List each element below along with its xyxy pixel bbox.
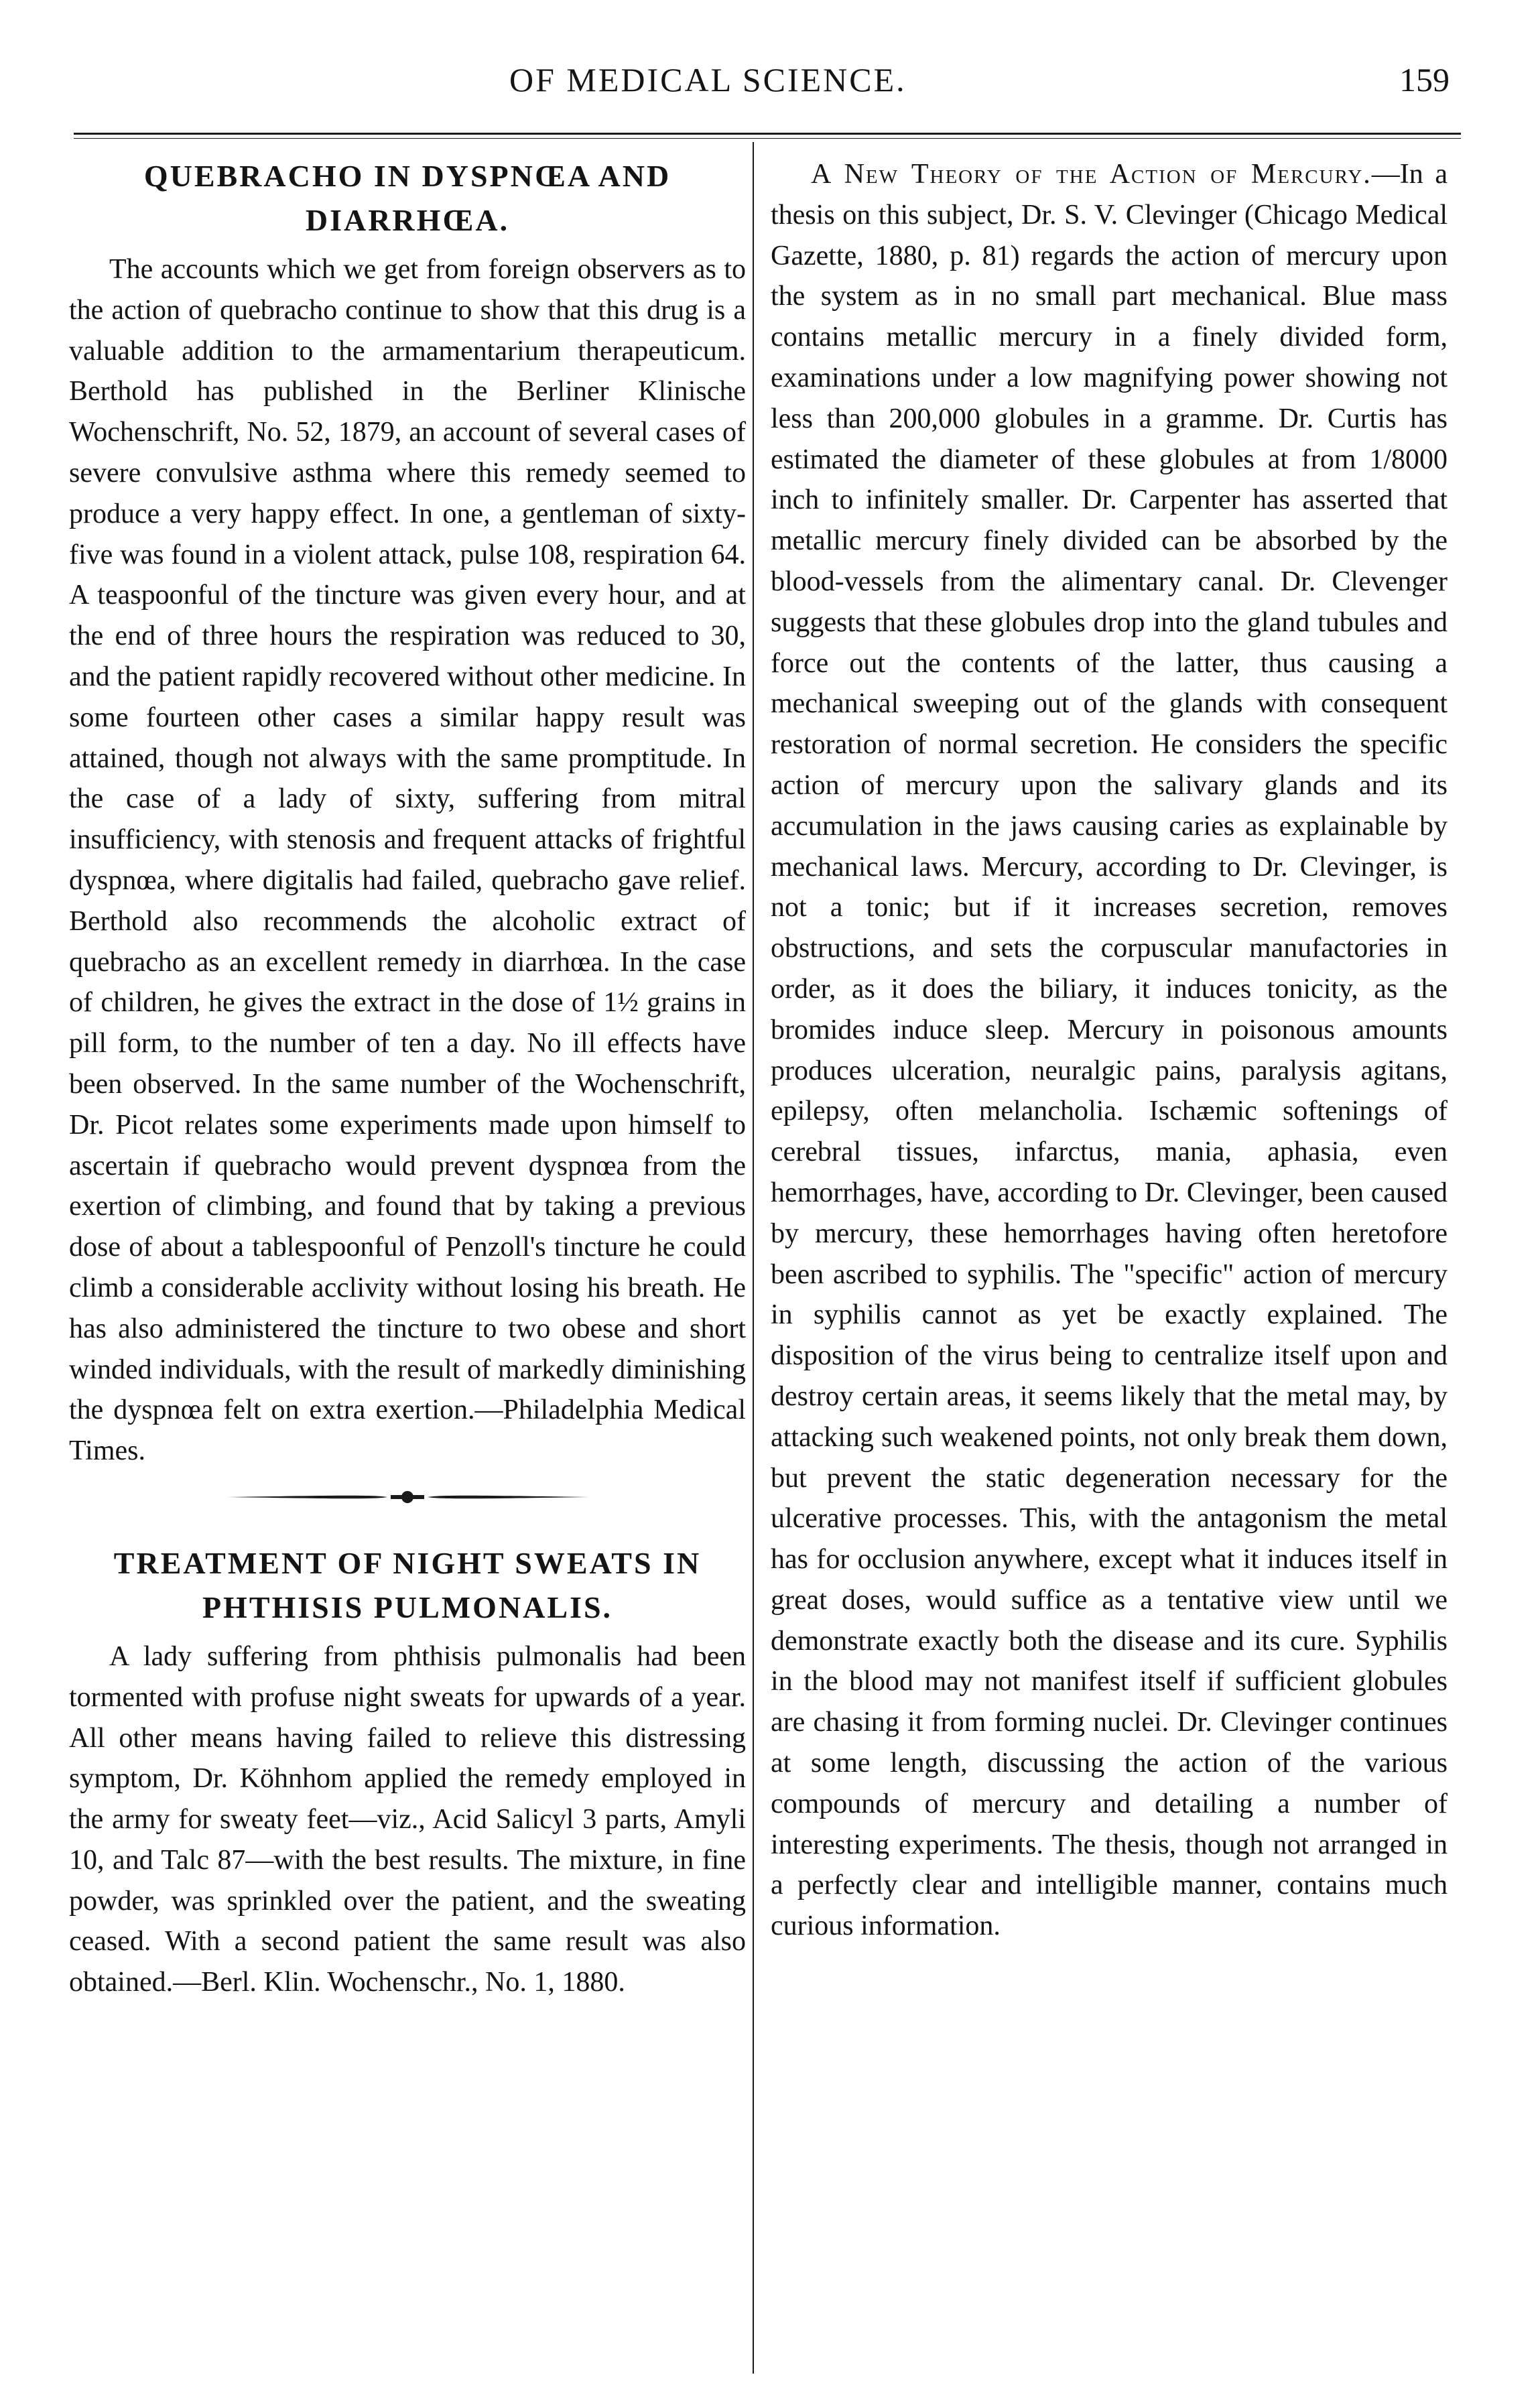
header-rule — [74, 133, 1461, 135]
article-body-night-sweats: A lady suffering from phthisis pulmonalis had been tormented with profuse night sweats for upwards of a year. All other means having failed to relieve this distressing symptom, Dr. Köhnhom applied the remedy employed in the army for sweaty feet—viz., Acid Salicyl 3 parts, Amyli 10, and Talc 87—with the best results. The mixture, in fine powder, was sprinkled over the patient, and the sweating ceased. With a second patient the same result was also obtained.—Berl. Klin. Wochenschr., No. 1, 1880. — [69, 1640, 746, 1998]
right-column — [771, 154, 1448, 1947]
article-mercury — [771, 154, 1448, 1947]
running-head — [0, 60, 1540, 114]
article-body-mercury: —In a thesis on this subject, Dr. S. V. Clevinger (Chicago Medical Gazette, 1880, p. 81) regards the action of mercury upon the system as in no small part mechanical. Blue mass contains metallic mercury in a finely divided form, examinations under a low magnifying power showing not less than 200,000 globules in a gramme. Dr. Curtis has estimated the diameter of these globules at from 1/8000 inch to infinitely smaller. Dr. Carpenter has asserted that metallic mercury finely divided can be absorbed by the blood-vessels from the alimentary canal. Dr. Clevenger suggests that these globules drop into the gland tubules and force out the contents of the latter, thus causing a mechanical sweeping out of the glands with consequent restoration of normal secretion. He considers the specific action of mercury upon the salivary glands and its accumulation in the jaws causing caries as explainable by mechanical laws. Mercury, according to Dr. Clevinger, is not a tonic; but if it increases secretion, removes obstructions, and sets the corpuscular manufactories in order, as it does the biliary, it induces tonicity, as the bromides induce sleep. Mercury in poisonous amounts produces ulceration, neuralgic pains, paralysis agitans, epilepsy, often melancholia. Ischæmic softenings of cerebral tissues, infarctus, mania, aphasia, even hemorrhages, have, according to Dr. Clevinger, been caused by mercury, these hemorrhages having often heretofore been ascribed to syphilis. The "specific" action of mercury in syphilis cannot as yet be exactly explained. The disposition of the virus being to centralize itself upon and destroy certain areas, it seems likely that the metal may, by attacking such weakened points, not only break them down, but prevent the static degeneration necessary for the ulcerative processes. This, with the antagonism the metal has for occlusion anywhere, except what it induces itself in great doses, would suffice as a tentative view until we demonstrate exactly both the disease and its cure. Syphilis in the blood may not manifest itself if sufficient globules are chasing it from forming nuclei. Dr. Clevinger continues at some length, discussing the action of the various compounds of mercury and detailing a number of interesting experiments. The thesis, though not arranged in a perfectly clear and intelligible manner, contains much curious information. — [771, 159, 1448, 1942]
section-divider-ornament — [69, 1484, 746, 1531]
running-title: OF MEDICAL SCIENCE. — [509, 61, 907, 99]
column-divider — [753, 142, 754, 2374]
article-heading-mercury: A New Theory of the Action of Mercury. — [811, 159, 1372, 190]
article-heading-quebracho: QUEBRACHO IN DYSPNŒA AND DIARRHŒA. — [143, 159, 671, 237]
ornament-icon — [220, 1484, 595, 1510]
article-body-quebracho: The accounts which we get from foreign observers as to the action of quebracho continue to show that this drug is a valuable addition to the armamentarium therapeuticum. Berthold has published in the Berliner Klinische Wochenschrift, No. 52, 1879, an account of several cases of severe convulsive asthma where this remedy seemed to produce a very happy effect. In one, a gentleman of sixty-five was found in a violent attack, pulse 108, respiration 64. A teaspoonful of the tincture was given every hour, and at the end of three hours the respiration was reduced to 30, and the patient rapidly recovered without other medicine. In some fourteen other cases a similar happy result was attained, though not always with the same promptitude. In the case of a lady of sixty, suffering from mitral insufficiency, with stenosis and frequent attacks of frightful dyspnœa, where digitalis had failed, quebracho gave relief. Berthold also recommends the alcoholic extract of quebracho as an excellent remedy in diarrhœa. In the case of children, he gives the extract in the dose of 1½ grains in pill form, to the number of ten a day. No ill effects have been observed. In the same number of the Wochenschrift, Dr. Picot relates some experiments made upon himself to ascertain if quebracho would prevent dyspnœa from the exertion of climbing, and found that by taking a previous dose of about a tablespoonful of Penzoll's tincture he could climb a considerable acclivity without losing his breath. He has also administered the tincture to two obese and short winded individuals, with the result of markedly diminishing the dyspnœa felt on extra exertion.—Philadelphia Medical Times. — [69, 254, 746, 1467]
article-heading-night-sweats: TREATMENT OF NIGHT SWEATS IN PHTHISIS PULMONALIS. — [113, 1545, 702, 1624]
header-rule-thin — [74, 138, 1461, 139]
left-column — [69, 154, 746, 2003]
page-number: 159 — [1399, 61, 1450, 99]
